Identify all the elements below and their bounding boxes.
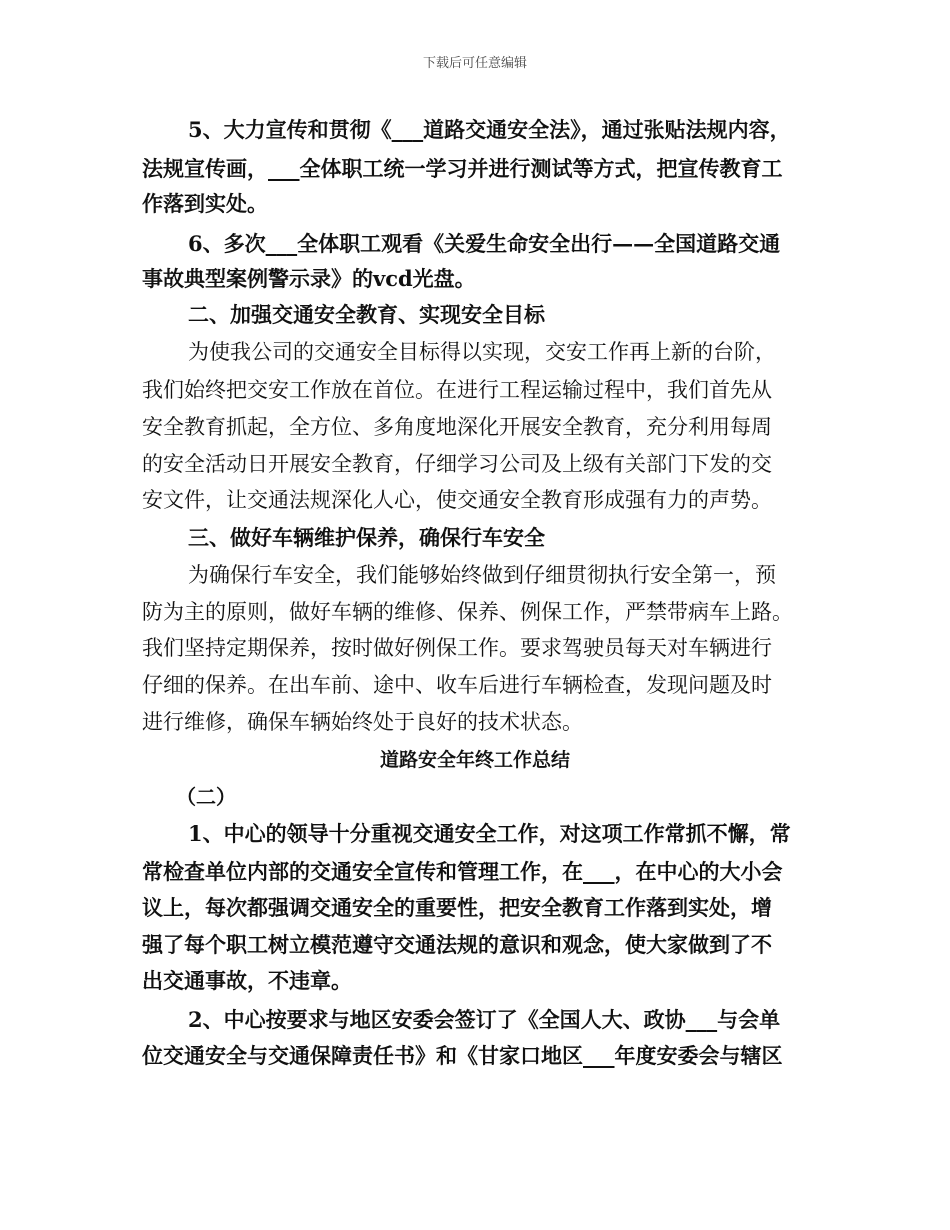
paragraph-line: 事故典型案例警示录》的vcd光盘。: [142, 266, 476, 291]
paragraph-line: 位交通安全与交通保障责任书》和《甘家口地区___年度安委会与辖区: [142, 1043, 783, 1068]
paragraph-line: 5、大力宣传和贯彻《___道路交通安全法》，通过张贴法规内容，: [188, 117, 791, 142]
paragraph-line: 的安全活动日开展安全教育，仔细学习公司及上级有关部门下发的交: [142, 452, 772, 476]
paragraph-line: 2、中心按要求与地区安委会签订了《全国人大、政协___与会单: [188, 1007, 781, 1032]
paragraph-line: 安文件，让交通法规深化人心，使交通安全教育形成强有力的声势。: [142, 488, 772, 512]
paragraph-line: 常检查单位内部的交通安全宣传和管理工作，在___，在中心的大小会: [142, 859, 783, 884]
section-heading: 三、做好车辆维护保养，确保行车安全: [188, 525, 545, 550]
document-title: 道路安全年终工作总结: [379, 749, 570, 771]
subtitle: （二）: [176, 785, 236, 809]
paragraph-line: 6、多次___全体职工观看《关爱生命安全出行——全国道路交通: [188, 231, 781, 256]
paragraph-line: 进行维修，确保车辆始终处于良好的技术状态。: [142, 710, 583, 734]
paragraph-line: 为确保行车安全，我们能够始终做到仔细贯彻执行安全第一，预: [188, 563, 776, 587]
paragraph-line: 议上，每次都强调交通安全的重要性，把安全教育工作落到实处，增: [142, 895, 772, 920]
paragraph-line: 为使我公司的交通安全目标得以实现，交安工作再上新的台阶，: [188, 340, 776, 364]
paragraph-line: 我们始终把交安工作放在首位。在进行工程运输过程中，我们首先从: [142, 378, 772, 402]
paragraph-line: 出交通事故，不违章。: [142, 968, 352, 993]
paragraph-line: 我们坚持定期保养，按时做好例保工作。要求驾驶员每天对车辆进行: [142, 636, 772, 660]
paragraph-line: 作落到实处。: [142, 191, 268, 216]
paragraph-line: 仔细的保养。在出车前、途中、收车后进行车辆检查，发现问题及时: [142, 673, 772, 697]
paragraph-line: 法规宣传画，___全体职工统一学习并进行测试等方式，把宣传教育工: [142, 156, 783, 181]
section-heading: 二、加强交通安全教育、实现安全目标: [188, 302, 545, 327]
page-header: 下载后可任意编辑: [422, 56, 527, 71]
paragraph-line: 防为主的原则，做好车辆的维修、保养、例保工作，严禁带病车上路。: [142, 600, 793, 624]
paragraph-line: 强了每个职工树立模范遵守交通法规的意识和观念，使大家做到了不: [142, 932, 772, 957]
paragraph-line: 1、中心的领导十分重视交通安全工作，对这项工作常抓不懈，常: [188, 821, 791, 846]
paragraph-line: 安全教育抓起，全方位、多角度地深化开展安全教育，充分利用每周: [142, 415, 772, 439]
